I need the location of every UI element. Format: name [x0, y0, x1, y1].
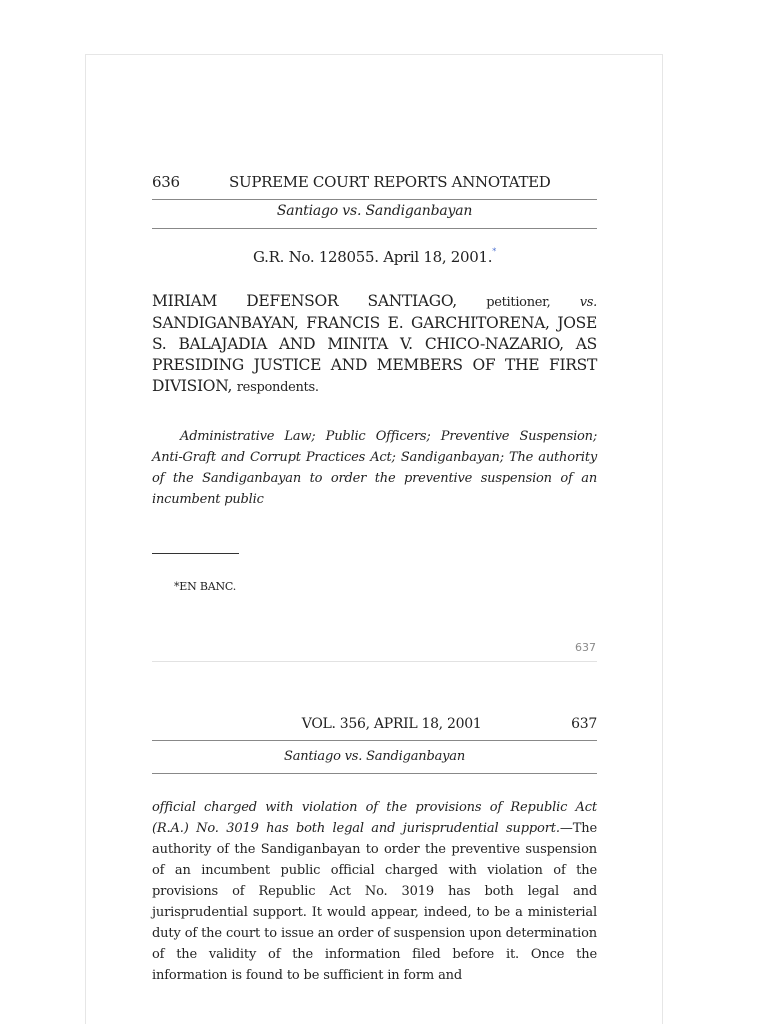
page-separator: [152, 661, 597, 662]
header-rule: [152, 199, 597, 200]
subtitle-rule-2: [152, 773, 597, 774]
case-parties: [152, 291, 597, 398]
footnote-rule: [152, 553, 239, 554]
viewer-page-label: 637: [575, 641, 596, 654]
respondents-names: SANDIGANBAYAN, FRANCIS E. GARCHITORENA, JOSE S. BALAJADIA AND MINITA V. CHICO-NAZARIO, AS PRESIDING JUSTICE AND MEMBERS OF THE FIRST DIVISION,: [152, 314, 597, 395]
page-number: 636: [152, 173, 180, 191]
syllabus-text: Administrative Law; Public Officers; Preventive Suspension; Anti-Graft and Corrupt Practices Act; Sandiganbayan; The authority of the Sandiganbayan to order the preventive suspension of an incumbent public: [152, 429, 597, 507]
petitioner-label: petitioner,: [486, 295, 551, 310]
body-italic: official charged with violation of the provisions of Republic Act (R.A.) No. 3019 has both legal and jurisprudential support.: [152, 800, 597, 836]
page2-header: [152, 716, 597, 732]
syllabus: [152, 426, 597, 510]
running-head: SUPREME COURT REPORTS ANNOTATED: [229, 173, 551, 191]
versus: vs.: [579, 295, 597, 310]
respondents-label: respondents.: [236, 380, 319, 395]
petitioner-name: MIRIAM DEFENSOR SANTIAGO,: [152, 292, 457, 310]
gr-text: G.R. No. 128055. April 18, 2001.: [253, 248, 493, 266]
case-short-title-2: Santiago vs. Sandiganbayan: [283, 749, 465, 764]
case-short-title: Santiago vs. Sandiganbayan: [276, 203, 473, 219]
running-head-2: VOL. 356, APRIL 18, 2001: [301, 716, 482, 732]
gr-number: [152, 247, 597, 266]
footnote-link[interactable]: *: [492, 247, 496, 256]
body-plain: —The authority of the Sandiganbayan to order the preventive suspension of an incumbent public official charged with violation of the provisions of Republic Act No. 3019 has both legal and jurisprudential support. It would appear, indeed, to be a ministerial duty of the court to issue an order of suspension upon determination of the validity of the information filed before it. Once the information is found to be sufficient in form and: [152, 821, 597, 983]
header-rule-2: [152, 740, 597, 741]
document-page: [85, 54, 663, 1024]
body-text: [152, 797, 597, 986]
page-header: [152, 173, 597, 191]
footnote: *EN BANC.: [174, 580, 237, 593]
subtitle-rule: [152, 228, 597, 229]
page-number-2: 637: [571, 716, 597, 732]
